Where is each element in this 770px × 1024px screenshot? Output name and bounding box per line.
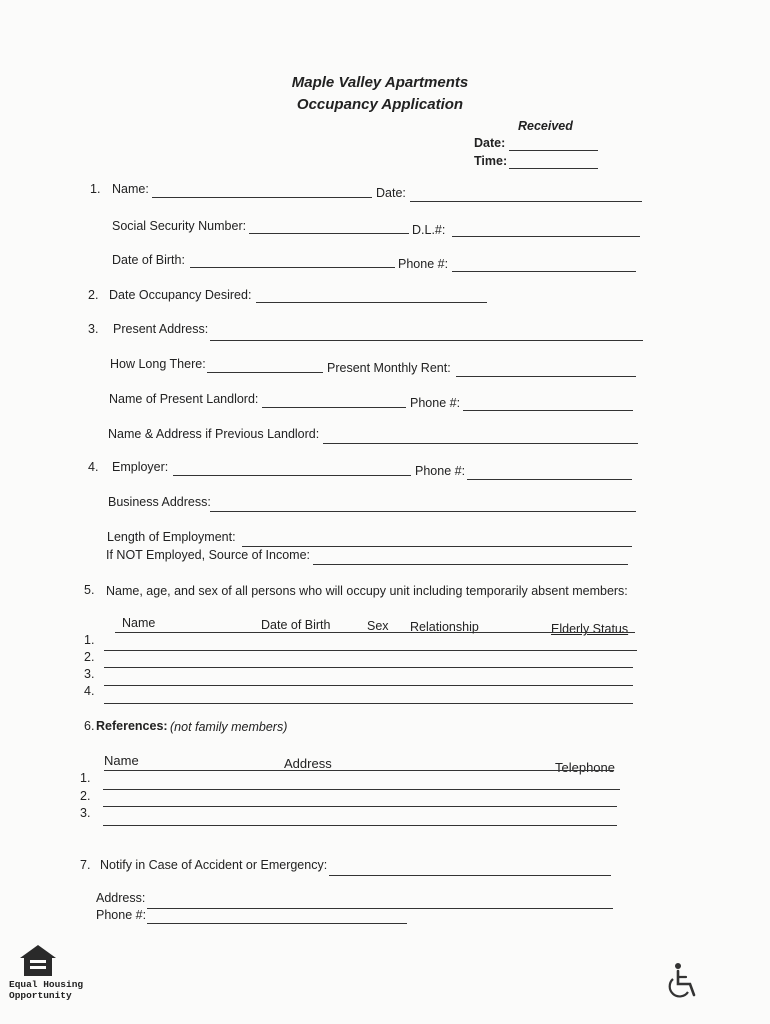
occupants-col-elderly: Elderly Status (551, 622, 629, 636)
employer-phone-field[interactable] (467, 479, 632, 480)
occupant-row-3-field[interactable] (104, 685, 633, 686)
emergency-contact-field[interactable] (329, 875, 611, 876)
section-7-number: 7. (80, 858, 91, 872)
dl-label: D.L.#: (412, 223, 446, 237)
reference-row-number: 1. (80, 771, 91, 785)
income-source-field[interactable] (313, 564, 628, 565)
income-source-label: If NOT Employed, Source of Income: (106, 548, 311, 562)
occupant-row-1-field[interactable] (104, 650, 637, 651)
references-col-name: Name (104, 753, 139, 768)
employer-field[interactable] (173, 475, 411, 476)
received-time-field[interactable] (509, 168, 598, 169)
employer-label: Employer: (112, 460, 169, 474)
occupant-row-number: 1. (84, 633, 95, 647)
emergency-contact-label: Notify in Case of Accident or Emergency: (100, 858, 328, 872)
equal-housing-text (9, 979, 83, 1001)
occupants-header-line (115, 632, 635, 633)
reference-row-1-field[interactable] (103, 789, 620, 790)
employer-phone-label: Phone #: (415, 464, 466, 478)
landlord-field[interactable] (262, 407, 406, 408)
dob-field[interactable] (190, 267, 395, 268)
form-title: Maple Valley Apartments (291, 74, 469, 91)
occupants-col-name: Name (122, 616, 156, 630)
section-5-number: 5. (84, 583, 95, 597)
monthly-rent-field[interactable] (456, 376, 636, 377)
date-label: Date: (376, 186, 406, 200)
ssn-label: Social Security Number: (112, 219, 247, 233)
references-col-address: Address (284, 756, 332, 771)
date-field[interactable] (410, 201, 642, 202)
wheelchair-icon (664, 962, 700, 1007)
occupant-row-4-field[interactable] (104, 703, 633, 704)
present-address-label: Present Address: (113, 322, 209, 336)
reference-row-2-field[interactable] (103, 806, 617, 807)
occupancy-date-label: Date Occupancy Desired: (109, 288, 252, 302)
emergency-address-field[interactable] (147, 908, 613, 909)
landlord-phone-label: Phone #: (410, 396, 461, 410)
business-address-field[interactable] (210, 511, 636, 512)
phone-field[interactable] (452, 271, 636, 272)
occupant-row-number: 4. (84, 684, 95, 698)
occupants-col-relationship: Relationship (410, 620, 479, 634)
dob-label: Date of Birth: (112, 253, 185, 267)
equal-housing-line2: Opportunity (9, 990, 72, 1001)
section-3-number: 3. (88, 322, 99, 336)
emergency-phone-label: Phone #: (96, 908, 147, 922)
section-4-number: 4. (88, 460, 99, 474)
how-long-field[interactable] (207, 372, 323, 373)
form-subtitle: Occupancy Application (296, 96, 464, 113)
landlord-phone-field[interactable] (463, 410, 633, 411)
references-note: (not family members) (170, 720, 288, 734)
employment-length-label: Length of Employment: (107, 530, 236, 544)
emergency-phone-field[interactable] (147, 923, 407, 924)
received-date-label: Date: (474, 136, 506, 150)
landlord-label: Name of Present Landlord: (109, 392, 259, 406)
reference-row-number: 2. (80, 789, 91, 803)
occupants-label: Name, age, and sex of all persons who will occupy unit including temporarily absent members: (106, 584, 628, 598)
monthly-rent-label: Present Monthly Rent: (327, 361, 451, 375)
ssn-field[interactable] (249, 233, 409, 234)
references-label: References: (96, 719, 168, 733)
prev-landlord-field[interactable] (323, 443, 638, 444)
reference-row-number: 3. (80, 806, 91, 820)
business-address-label: Business Address: (108, 495, 211, 509)
phone-label: Phone #: (398, 257, 449, 271)
received-label: Received (518, 119, 573, 133)
employment-length-field[interactable] (242, 546, 632, 547)
occupant-row-number: 2. (84, 650, 95, 664)
occupant-row-number: 3. (84, 667, 95, 681)
emergency-address-label: Address: (96, 891, 146, 905)
reference-row-3-field[interactable] (103, 825, 617, 826)
prev-landlord-label: Name & Address if Previous Landlord: (108, 427, 320, 441)
references-header-line (104, 770, 614, 771)
dl-field[interactable] (452, 236, 640, 237)
name-field[interactable] (152, 197, 372, 198)
section-6-number: 6. (84, 719, 95, 733)
section-2-number: 2. (88, 288, 99, 302)
occupant-row-2-field[interactable] (104, 667, 633, 668)
occupants-col-sex: Sex (367, 619, 389, 633)
occupants-col-dob: Date of Birth (261, 618, 331, 632)
received-date-field[interactable] (509, 150, 598, 151)
name-label: Name: (112, 182, 149, 196)
equal-housing-line1: Equal Housing (9, 979, 84, 990)
references-col-telephone: Telephone (555, 760, 615, 775)
received-time-label: Time: (474, 154, 508, 168)
section-1-number: 1. (90, 182, 101, 196)
house-equal-icon (18, 944, 58, 983)
present-address-field[interactable] (210, 340, 643, 341)
occupancy-date-field[interactable] (256, 302, 487, 303)
how-long-label: How Long There: (110, 357, 206, 371)
